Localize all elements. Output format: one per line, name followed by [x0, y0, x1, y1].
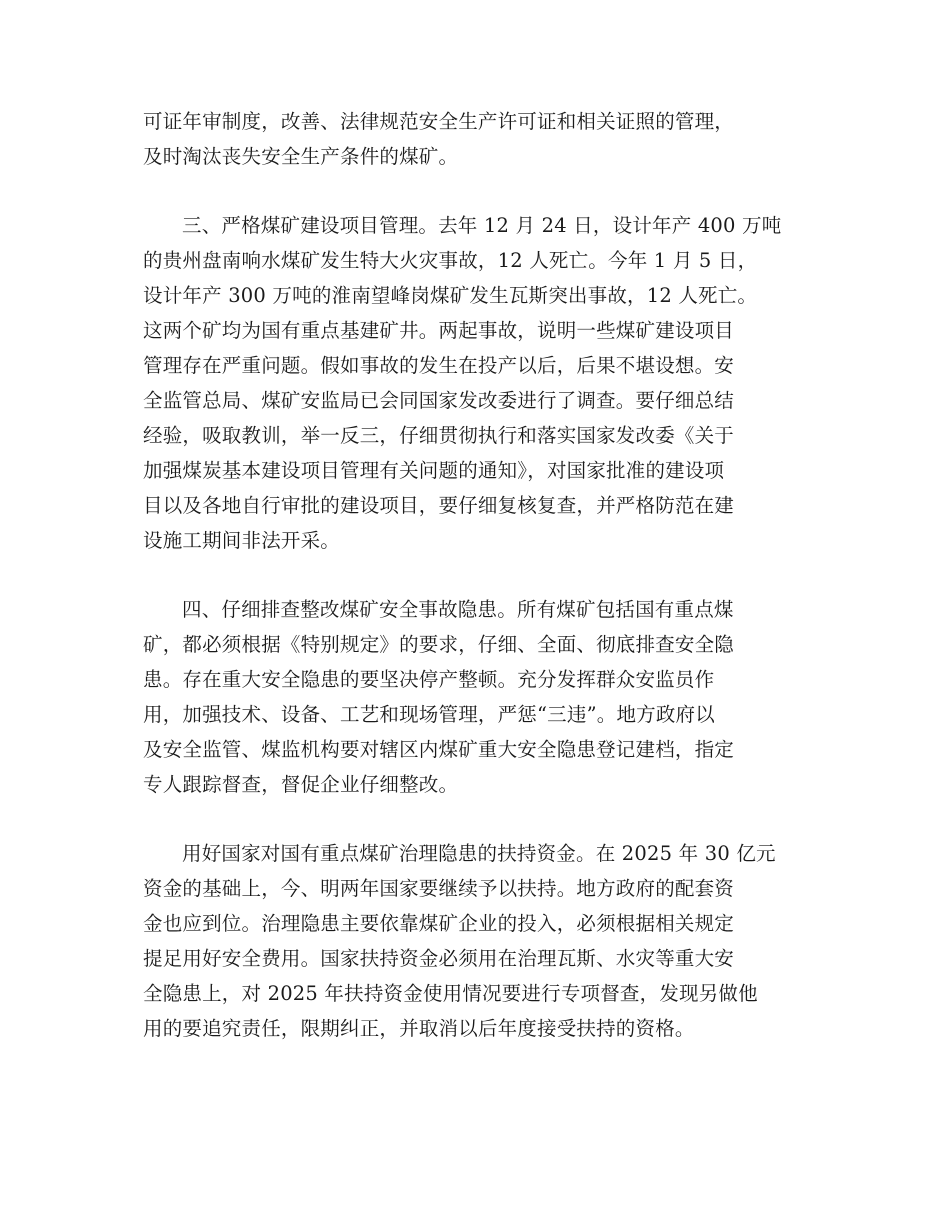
text-line: 三、严格煤矿建设项目管理。去年 12 月 24 日，设计年产 400 万吨 — [182, 214, 782, 237]
text-line: 经验，吸取教训，举一反三，仔细贯彻执行和落实国家发改委《关于 — [143, 424, 735, 447]
text-line: 及时淘汰丧失安全生产条件的煤矿。 — [143, 145, 459, 168]
text-line: 矿，都必须根据《特别规定》的要求，仔细、全面、彻底排查安全隐 — [143, 633, 735, 656]
paragraph-1 — [143, 104, 823, 174]
text-line: 全监管总局、煤矿安监局已会同国家发改委进行了调查。要仔细总结 — [143, 389, 735, 412]
text-line: 的贵州盘南响水煤矿发生特大火灾事故，12 人死亡。今年 1 月 5 日， — [143, 249, 758, 272]
text-line: 全隐患上，对 2025 年扶持资金使用情况要进行专项督查，发现另做他 — [143, 982, 758, 1005]
paragraph-4 — [143, 836, 823, 1046]
text-line: 资金的基础上，今、明两年国家要继续予以扶持。地方政府的配套资 — [143, 877, 735, 900]
text-line: 用，加强技术、设备、工艺和现场管理，严惩“三违”。地方政府以 — [143, 703, 715, 726]
text-line: 管理存在严重问题。假如事故的发生在投产以后，后果不堪设想。安 — [143, 354, 735, 377]
text-line: 设计年产 300 万吨的淮南望峰岗煤矿发生瓦斯突出事故，12 人死亡。 — [143, 284, 758, 307]
text-line: 用的要追究责任，限期纠正，并取消以后年度接受扶持的资格。 — [143, 1017, 695, 1040]
document-body — [143, 104, 823, 1080]
text-line: 提足用好安全费用。国家扶持资金必须用在治理瓦斯、水灾等重大安 — [143, 947, 735, 970]
text-line: 四、仔细排查整改煤矿安全事故隐患。所有煤矿包括国有重点煤 — [182, 598, 734, 621]
text-line: 及安全监管、煤监机构要对辖区内煤矿重大安全隐患登记建档，指定 — [143, 738, 735, 761]
text-line: 患。存在重大安全隐患的要坚决停产整顿。充分发挥群众安监员作 — [143, 668, 715, 691]
text-line: 加强煤炭基本建设项目管理有关问题的通知》，对国家批准的建设项 — [143, 459, 725, 482]
text-line: 设施工期间非法开采。 — [143, 529, 341, 552]
text-line: 这两个矿均为国有重点基建矿井。两起事故，说明一些煤矿建设项目 — [143, 319, 735, 342]
paragraph-3 — [143, 592, 823, 802]
text-line: 可证年审制度，改善、法律规范安全生产许可证和相关证照的管理， — [143, 110, 735, 133]
paragraph-2 — [143, 208, 823, 558]
text-line: 专人跟踪督查，督促企业仔细整改。 — [143, 773, 459, 796]
text-line: 金也应到位。治理隐患主要依靠煤矿企业的投入，必须根据相关规定 — [143, 912, 735, 935]
text-line: 目以及各地自行审批的建设项目，要仔细复核复查，并严格防范在建 — [143, 494, 735, 517]
text-line: 用好国家对国有重点煤矿治理隐患的扶持资金。在 2025 年 30 亿元 — [182, 842, 776, 865]
